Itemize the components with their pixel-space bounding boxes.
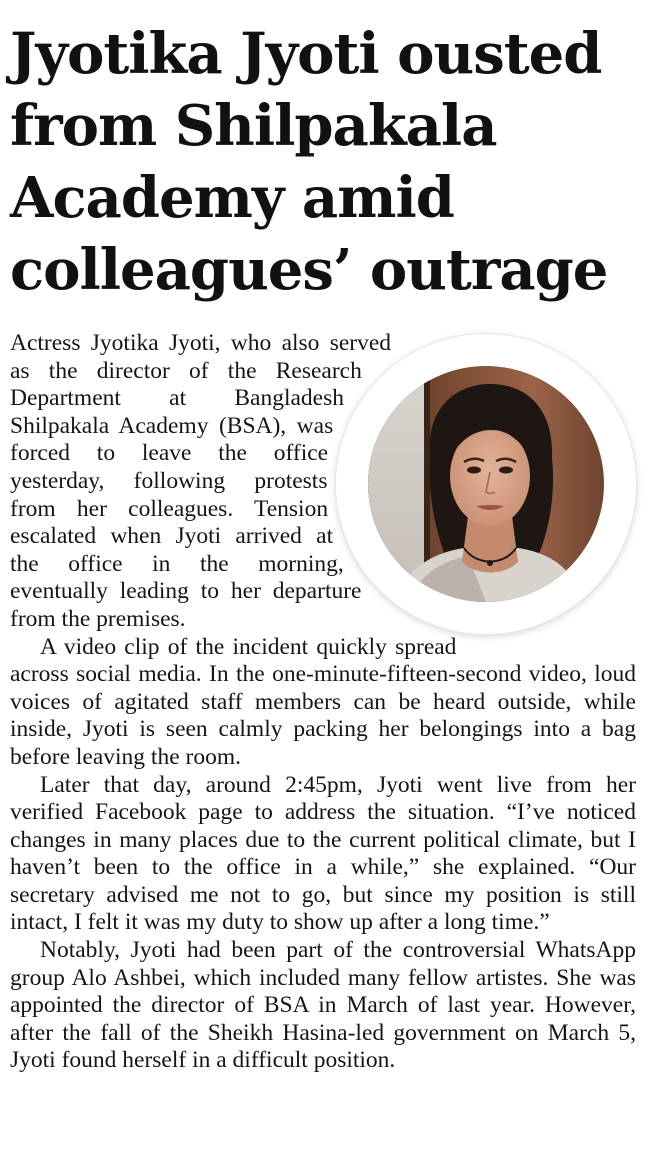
paragraph-2: A video clip of the incident quickly spread across social media. In the one-minute-fifteen-second video, loud voices of agitated staff members can be heard outside, while inside, Jyoti is seen calmly packing her belongings into a bag before leaving the room. <box>10 633 636 770</box>
paragraph-3: Later that day, around 2:45pm, Jyoti went live from her verified Facebook page to address the situation. “I’ve noticed changes in many places due to the current political climate, but I haven’t been to the office in a while,” she explained. “Our secretary advised me not to go, but since my position is still intact, I felt it was my duty to show up after a long time.” <box>10 771 636 936</box>
article-headline: Jyotika Jyoti ousted from Shilpakala Academy amid colleagues’ outrage <box>10 21 608 303</box>
portrait-image <box>368 366 604 602</box>
paragraph-1: Actress Jyotika Jyoti, who also served as the director of the Research Department at Bangladesh Shilpakala Academy (BSA), was forced to leave the office yesterday, following protests from her colleagues. Tension escalated when Jyoti arrived at the office in the morning, eventually leading to her departure from the premises. <box>10 330 392 632</box>
paragraph-4: Notably, Jyoti had been part of the controversial WhatsApp group Alo Ashbei, which included many fellow artistes. She was appointed the director of BSA in March of last year. However, after the fall of the Sheikh Hasina-led government on March 5, Jyoti found herself in a difficult position. <box>10 937 636 1074</box>
photo-frame <box>336 334 636 634</box>
portrait-photo <box>336 330 636 634</box>
article-body <box>10 330 636 1075</box>
